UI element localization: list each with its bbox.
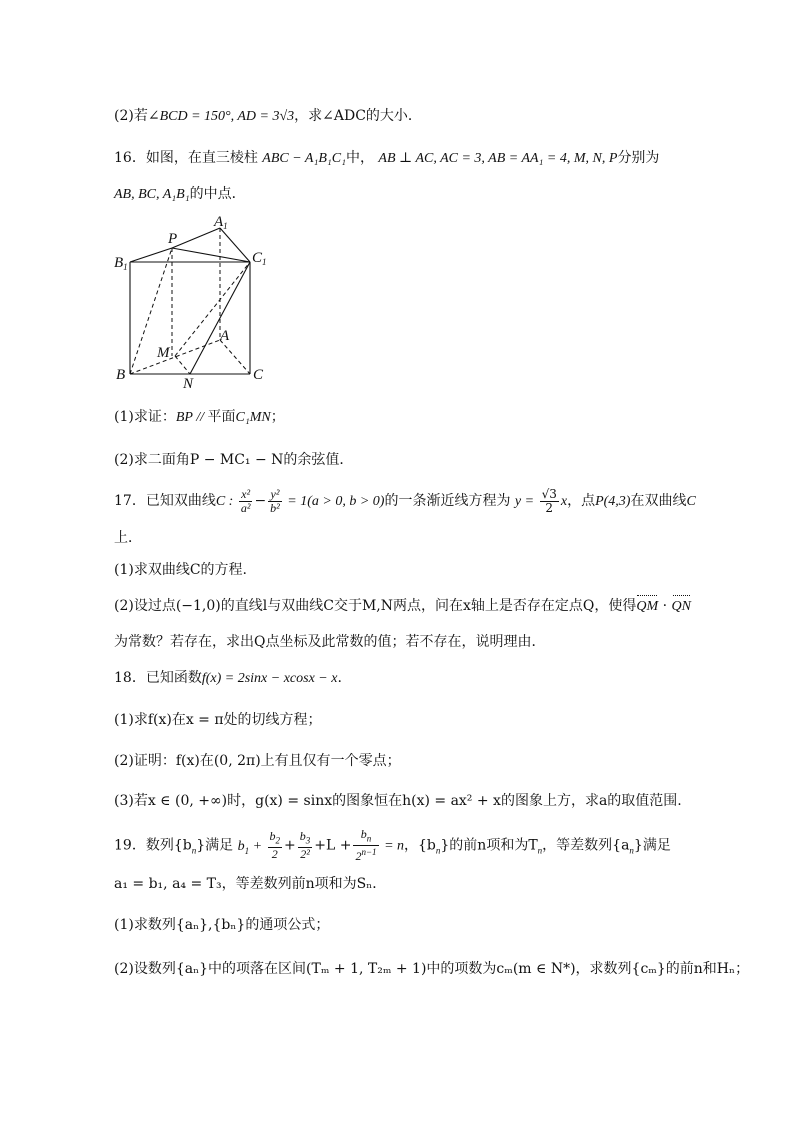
- p17-q1: (1)求双曲线C的方程.: [114, 562, 247, 578]
- p19-text2: ，{b: [404, 837, 436, 854]
- p18-q1: (1)求f(x)在x = π处的切线方程；: [114, 712, 322, 728]
- p15-part2: [114, 106, 422, 127]
- p16-stem-line2: [114, 184, 246, 205]
- p19-frac-bn: $\frac{b_n}{2^{n-1}}$: [355, 827, 377, 864]
- p17-frac-x: $\frac{\text{x²}}{\text{a²}}$: [240, 486, 251, 515]
- p15-part2-post: ，求∠ADC的大小．: [294, 108, 422, 124]
- p19-frac-b3: $\frac{b_3}{\text{2²}}$: [299, 829, 311, 862]
- p18-q2: (2)证明：f(x)在(0, 2π)上有且仅有一个零点；: [114, 753, 401, 769]
- p16-q1-post: ；: [270, 409, 285, 425]
- p16-conditions: AB ⊥ AC, AC = 3, AB = AA₁ = 4, M, N, P: [378, 151, 618, 166]
- p17-asym-tail: x: [560, 494, 568, 509]
- edge-P-A1: [172, 228, 220, 248]
- label-B1: $B_1$: [114, 255, 128, 272]
- dot-product: ·: [658, 598, 672, 614]
- p19-frac-b2: $\frac{b_2}{2}$: [269, 829, 281, 862]
- p17-q2-text: (2)设过点(−1,0)的直线l与双曲线C交于M,N两点，问在x轴上是否存在定点Q，使得: [114, 598, 637, 614]
- p16-q1-math: BP //: [175, 410, 208, 425]
- p16-stem-line1: [114, 148, 659, 169]
- p17-q2-line1: [114, 596, 691, 617]
- p16-q1: [114, 407, 285, 428]
- p19-text1b: }满足: [196, 837, 234, 854]
- edge-B-A: [130, 340, 220, 374]
- problem-number: 17．: [114, 493, 146, 509]
- p19-q1: (1)求数列{aₙ},{bₙ}的通项公式；: [114, 917, 330, 933]
- label-C1: $C_1$: [252, 250, 267, 267]
- edge-A-C: [220, 340, 250, 374]
- edge-P-C1: [172, 248, 250, 262]
- label-A: A: [220, 328, 230, 344]
- p17-eq-tail: = 1(a > 0, b > 0): [283, 494, 385, 509]
- p15-part2-eq: BCD = 150°, AD = 3√3: [159, 109, 295, 124]
- edge-B1-P: [130, 248, 172, 262]
- vector-QM: QM: [636, 597, 658, 617]
- p16-midpoints: AB, BC, A₁B₁: [114, 187, 190, 202]
- label-M: M: [157, 345, 170, 361]
- p16-prism: ABC − A₁B₁C₁: [262, 151, 346, 166]
- p16-text2: 中，: [345, 150, 374, 166]
- p16-text3: 分别为: [617, 150, 660, 166]
- p17-text2: 的一条渐近线方程为: [384, 493, 511, 509]
- p17-c: C: [686, 494, 696, 509]
- p16-q1-mid: 平面: [207, 409, 236, 425]
- line-M-C1: [175, 262, 250, 356]
- p17-text1: 已知双曲线: [145, 493, 216, 509]
- label-P: P: [168, 231, 178, 247]
- vector-QN: QN: [672, 597, 691, 617]
- label-A1: $A_1$: [214, 214, 228, 231]
- p15-part2-pre: (2)若∠: [114, 108, 160, 124]
- p18-stem: [114, 668, 342, 689]
- p19-q2: (2)设数列{aₙ}中的项落在区间(Tₘ + 1, T₂ₘ + 1)中的项数为cₘ(m ∈ N*)，求数列{cₘ}的前n和Hₙ；: [114, 961, 750, 977]
- p17-text3: ，点: [567, 493, 596, 509]
- p19-series-tail: = n: [380, 838, 405, 854]
- p19-text2b: }的前n项和为T: [440, 837, 538, 854]
- p17-curve: C :: [215, 494, 237, 509]
- p19-text3b: }满足: [633, 837, 671, 854]
- prism-figure: [112, 212, 272, 390]
- label-C: C: [253, 367, 264, 383]
- p19-stem-line2: a₁ = b₁, a₄ = T₃，等差数列前n项和为Sₙ．: [114, 876, 387, 892]
- p16-q1-plane: C₁MN: [235, 410, 271, 425]
- problem-number: 19．: [114, 837, 146, 854]
- p17-stem-line2: 上．: [114, 530, 142, 546]
- p16-text1: 如图，在直三棱柱: [145, 150, 258, 166]
- p17-asym: y =: [514, 494, 538, 509]
- p18-function: f(x) = 2sinx − xcosx − x: [201, 671, 338, 686]
- p17-point: P(4,3): [595, 494, 631, 509]
- p17-frac-asym: $\frac{√3}{2}$: [541, 486, 557, 515]
- problem-number: 16．: [114, 150, 146, 166]
- p16-q1-pre: (1)求证：: [114, 409, 176, 425]
- p17-frac-y: $\frac{\text{y²}}{\text{b²}}$: [270, 486, 280, 515]
- p17-text4: 在双曲线: [630, 493, 687, 509]
- p18-text1: 已知函数: [145, 670, 202, 686]
- p18-end: .: [337, 670, 342, 686]
- p16-text4: 的中点．: [189, 186, 246, 202]
- line-M-N: [175, 356, 190, 374]
- label-B: B: [116, 367, 126, 383]
- p18-q3: (3)若x ∈ (0, +∞)时，g(x) = sinx的图象恒在h(x) = ax² + x的图象上方，求a的取值范围.: [114, 793, 682, 809]
- label-N: N: [183, 376, 194, 390]
- p17-stem-line1: 17．已知双曲线C : $\frac{\text{x²}}{\text{a²}}$ − $\frac{\text{y²}}{\text{b²}}$ = 1(a > 0, b > 0)的一条渐近线方程为 y = $\frac{√3}{2}$ x，点P(4,3)在双曲线C: [114, 486, 696, 515]
- problem-number: 18．: [114, 670, 146, 686]
- p19-text1: 数列{b: [145, 837, 192, 854]
- p19-stem-line1: 19．数列$\{b_n\}$满足 $b_1$ + $\frac{b_2}{2}$ + $\frac{b_3}{\text{2²}}$ +L + $\frac{b_n}{2^{n-1}}$ = n，$\{b_n\}$的前n项和为$T_n$，等差数列$\{a_n\}$满足: [114, 827, 671, 864]
- p16-q2: (2)求二面角P − MC₁ − N的余弦值．: [114, 452, 354, 468]
- p19-text3: ，等差数列{a: [542, 837, 630, 854]
- p17-q2-line2: 为常数？若存在，求出Q点坐标及此常数的值；若不存在，说明理由．: [114, 634, 546, 650]
